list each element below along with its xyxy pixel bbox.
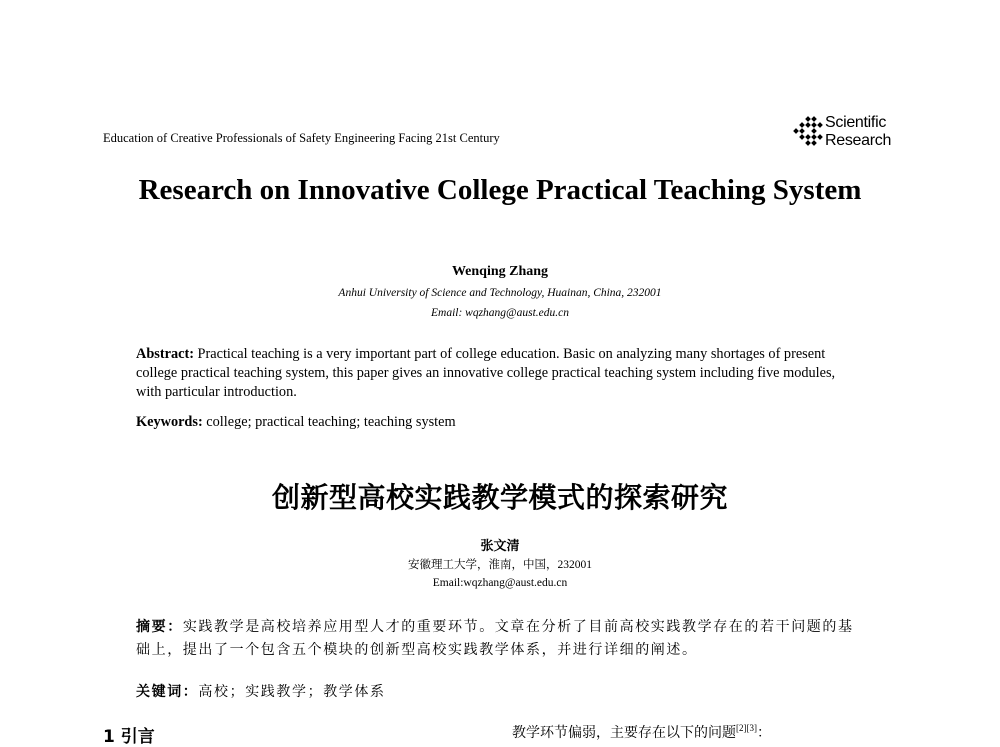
keywords-label-cn: 关键词： — [136, 685, 199, 700]
section-heading: 1 引言 — [103, 727, 155, 747]
body-text-right-column — [512, 722, 771, 742]
keywords-cn — [136, 681, 860, 701]
paper-title-en: Research on Innovative College Practical Teaching System — [138, 174, 862, 206]
abstract-label-cn: 摘要： — [136, 620, 183, 635]
keywords-text-cn: 高校；实践教学；教学体系 — [198, 685, 386, 700]
abstract-label-en: Abstract: — [136, 346, 194, 362]
abstract-text-en: Practical teaching is a very important part of college education. Basic on analyzing many shortages of present college practical teaching system, this paper gives an innovative college practical teaching system including five modules, with particular introduction. — [136, 346, 836, 400]
citation: [2][3] — [736, 723, 757, 733]
author-en: Wenqing Zhang — [451, 264, 549, 279]
affiliation-cn: 安徽理工大学，淮南，中国，232001 — [408, 559, 592, 571]
author-cn: 张文清 — [480, 538, 520, 553]
paper-title-cn: 创新型高校实践教学模式的探索研究 — [271, 481, 728, 514]
keywords-en — [136, 414, 860, 431]
affiliation-en: Anhui University of Science and Technology, Huainan, China, 232001 — [338, 287, 662, 299]
logo-wordmark — [825, 114, 891, 150]
logo-line-2: Research — [825, 132, 892, 149]
running-header: Education of Creative Professionals of Safety Engineering Facing 21st Century — [103, 131, 500, 145]
body-text-tail: ： — [757, 726, 771, 741]
abstract-cn — [136, 616, 866, 662]
body-text: 教学环节偏弱，主要存在以下的问题 — [512, 726, 736, 741]
logo-dots-icon — [792, 115, 824, 151]
keywords-text-en: college; practical teaching; teaching system — [206, 414, 456, 430]
email-en: Email: wqzhang@aust.edu.cn — [430, 307, 570, 319]
publisher-logo — [792, 114, 892, 154]
abstract-text-cn: 实践教学是高校培养应用型人才的重要环节。文章在分析了目前高校实践教学存在的若干问题的基础上，提出了一个包含五个模块的创新型高校实践教学体系，并进行详细的阐述。 — [136, 620, 854, 658]
logo-line-1: Scientific — [825, 114, 887, 131]
abstract-en — [136, 345, 860, 402]
keywords-label-en: Keywords: — [136, 414, 203, 430]
email-cn: Email:wqzhang@aust.edu.cn — [432, 577, 568, 589]
